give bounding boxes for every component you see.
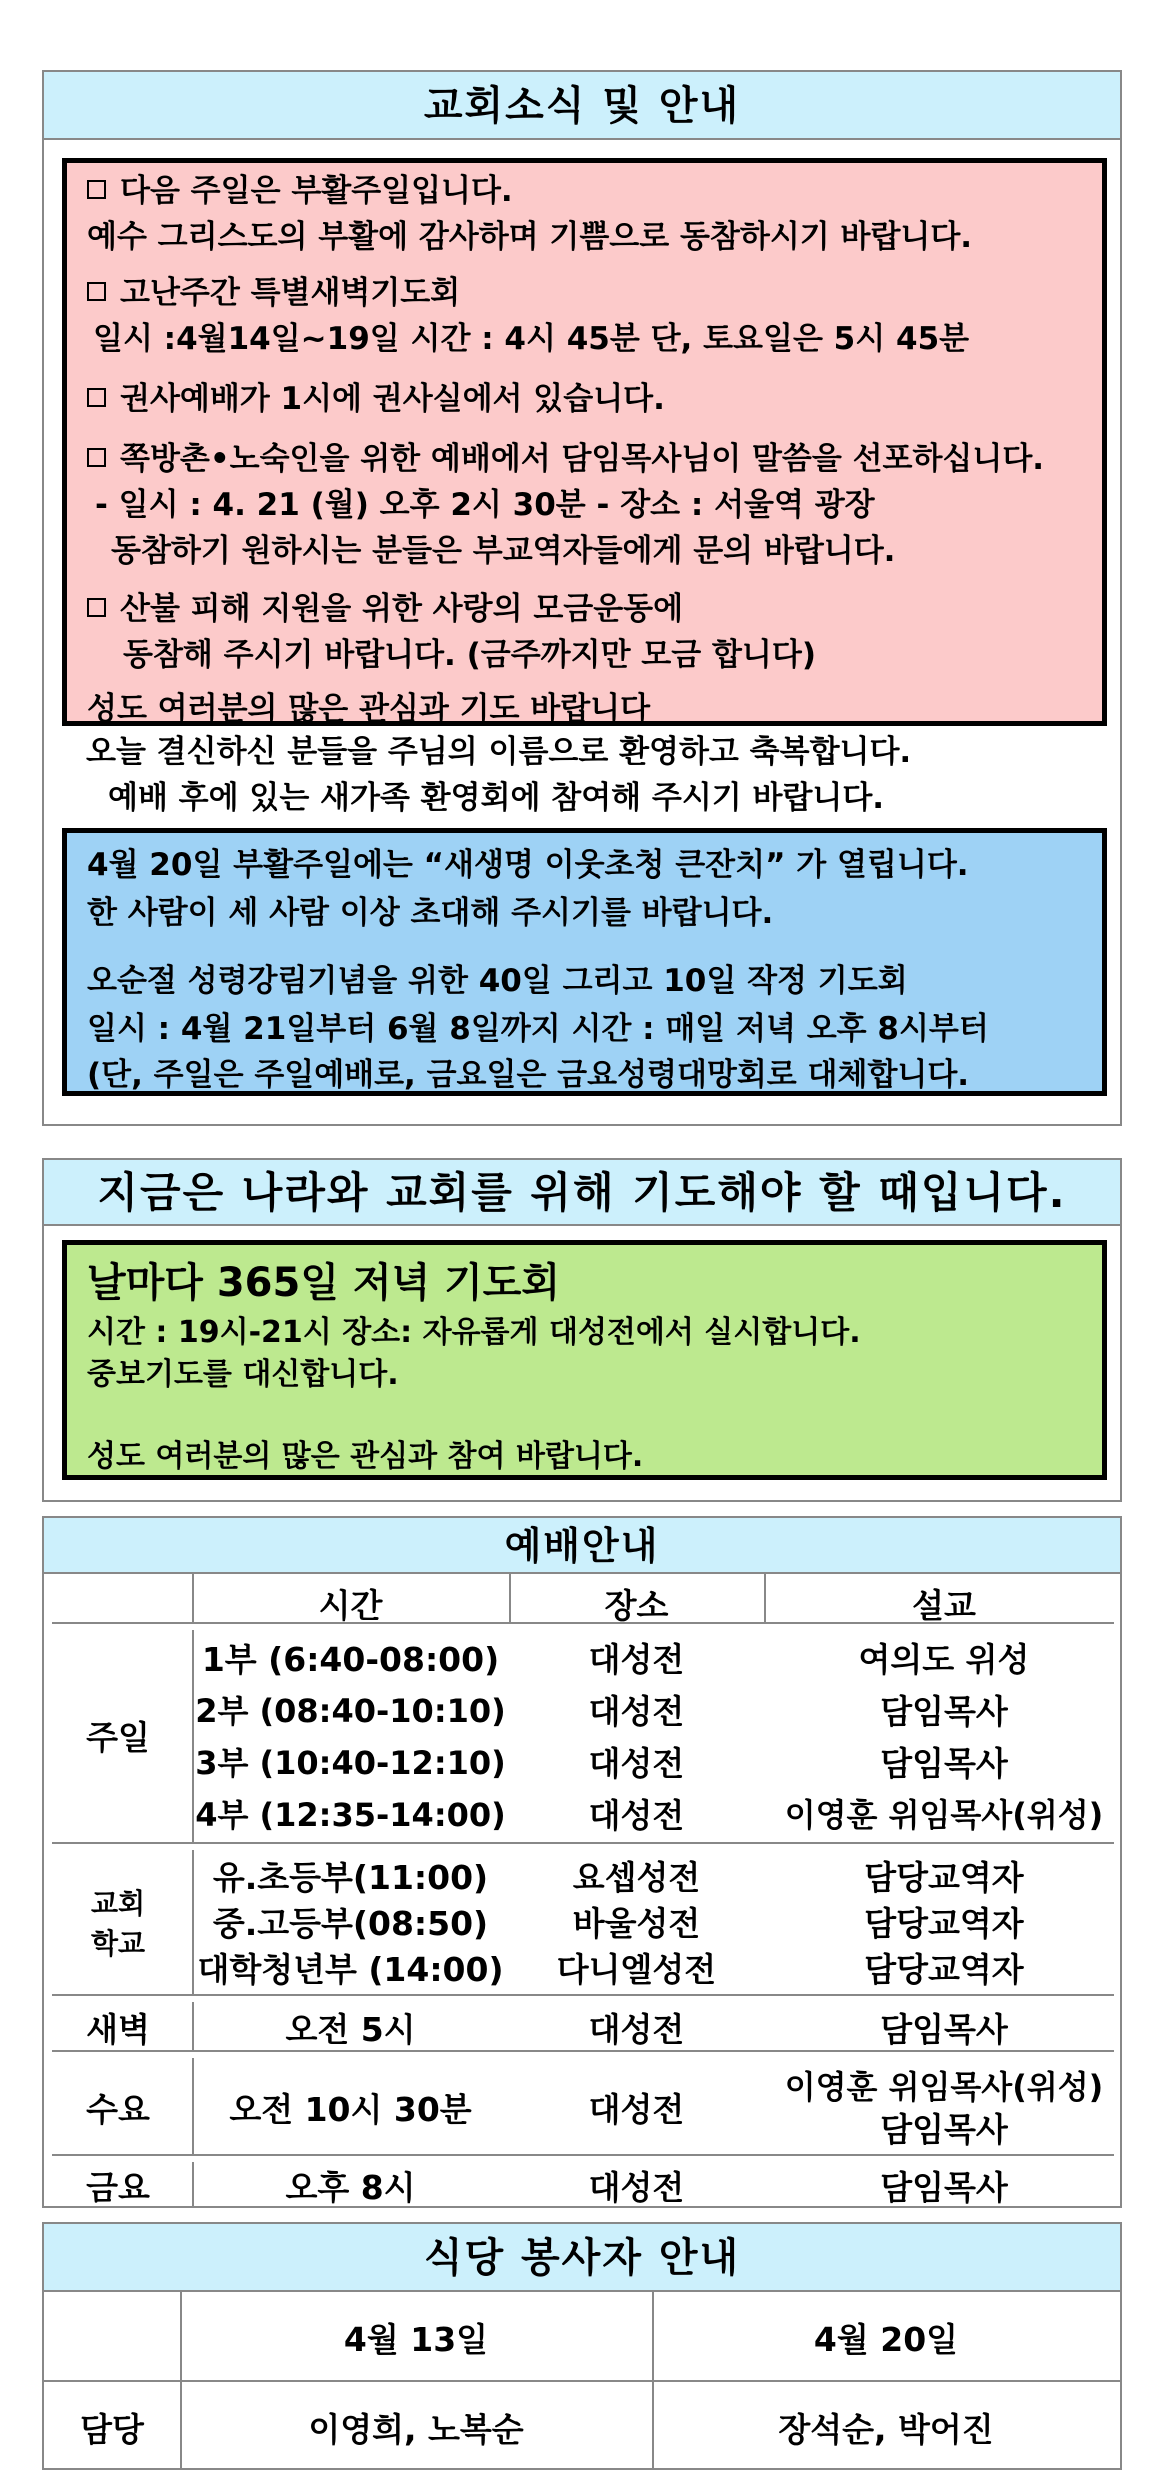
sunday-time: 3부 (10:40-12:10) [195, 1744, 506, 1782]
prayer-box [62, 1240, 1107, 1480]
col-header-place: 장소 [604, 1586, 669, 1625]
notice-text: - 일시 : 4. 21 (월) 오후 2시 30분 - 장소 : 서울역 광장 [95, 487, 875, 523]
checkbox-icon [87, 282, 106, 301]
cafeteria-section [42, 2222, 1122, 2470]
checkbox-icon [87, 598, 106, 617]
col-header-time: 시간 [318, 1586, 383, 1625]
dawn-place: 대성전 [588, 2010, 685, 2049]
sunday-time: 4부 (12:35-14:00) [195, 1796, 506, 1834]
notice-text: 4월 20일 부활주일에는 “새생명 이웃초청 큰잔치” 가 열립니다. [87, 847, 969, 883]
cafeteria-date: 4월 13일 [343, 2320, 489, 2359]
prayer-line: 시간 : 19시-21시 장소: 자유롭게 대성전에서 실시합니다. [87, 1315, 861, 1350]
notice-item [87, 165, 513, 210]
worship-section [42, 1516, 1122, 2208]
wednesday-place: 대성전 [588, 2090, 685, 2129]
notice-text: 쪽방촌•노숙인을 위한 예배에서 담임목사님이 말씀을 선포하십니다. [120, 441, 1045, 477]
notices-blue-box [62, 828, 1107, 1096]
sunday-time: 2부 (08:40-10:10) [195, 1692, 506, 1730]
divider [52, 2154, 1114, 2156]
group-label-school: 학교 [90, 1927, 146, 1960]
checkbox-icon [87, 388, 106, 407]
group-label-wednesday: 수요 [86, 2090, 150, 2129]
cafeteria-volunteers: 이영희, 노복순 [308, 2410, 524, 2449]
checkbox-icon [87, 448, 106, 467]
welcome-line: 예배 후에 있는 새가족 환영회에 참여해 주시기 바랍니다. [108, 780, 885, 816]
school-preacher: 담당교역자 [864, 1904, 1024, 1943]
wednesday-preacher: 이영훈 위임목사(위성) [784, 2068, 1104, 2106]
notice-item [87, 433, 1044, 478]
sunday-preacher: 이영훈 위임목사(위성) [784, 1796, 1104, 1834]
wednesday-time: 오전 10시 30분 [229, 2090, 472, 2129]
group-label-sunday: 주일 [86, 1718, 150, 1757]
cafeteria-date: 4월 20일 [813, 2320, 959, 2359]
notice-text: 동참해 주시기 바랍니다. (금주까지만 모금 합니다) [123, 637, 816, 673]
sunday-preacher: 여의도 위성 [858, 1640, 1030, 1679]
group-label-dawn: 새벽 [86, 2010, 150, 2049]
school-place: 바울성전 [572, 1904, 701, 1943]
divider [52, 1994, 1114, 1996]
notice-text: 산불 피해 지원을 위한 사랑의 모금운동에 [120, 591, 684, 627]
sunday-place: 대성전 [588, 1692, 685, 1731]
cafeteria-title: 식당 봉사자 안내 [44, 2224, 1120, 2292]
group-label-friday: 금요 [86, 2168, 150, 2207]
checkbox-icon [87, 180, 106, 199]
col-header-preacher: 설교 [912, 1586, 976, 1625]
notice-text: 권사예배가 1시에 권사실에서 있습니다. [120, 381, 665, 417]
friday-place: 대성전 [588, 2168, 685, 2207]
notice-text: 한 사람이 세 사람 이상 초대해 주시기를 바랍니다. [87, 895, 774, 931]
prayer-title: 지금은 나라와 교회를 위해 기도해야 할 때입니다. [44, 1160, 1120, 1226]
sunday-place: 대성전 [588, 1640, 685, 1679]
dawn-preacher: 담임목사 [880, 2010, 1008, 2049]
school-place: 다니엘성전 [556, 1950, 717, 1989]
sunday-place: 대성전 [588, 1796, 685, 1835]
school-place: 요셉성전 [572, 1858, 701, 1897]
group-label-school: 교회 [90, 1887, 146, 1920]
notices-pink-box [62, 158, 1107, 726]
notice-text: 다음 주일은 부활주일입니다. [120, 173, 513, 209]
friday-preacher: 담임목사 [880, 2168, 1008, 2207]
notice-text: 예수 그리스도의 부활에 감사하며 기쁨으로 동참하시기 바랍니다. [87, 219, 973, 255]
sunday-preacher: 담임목사 [880, 1744, 1008, 1783]
divider [52, 1842, 1114, 1844]
notices-section [42, 70, 1122, 1126]
school-preacher: 담당교역자 [864, 1950, 1024, 1989]
sunday-preacher: 담임목사 [880, 1692, 1008, 1731]
wednesday-preacher: 담임목사 [880, 2110, 1008, 2149]
notices-title: 교회소식 및 안내 [44, 72, 1120, 140]
sunday-time: 1부 (6:40-08:00) [201, 1640, 500, 1679]
notice-item [87, 267, 460, 312]
notice-text: 일시 :4월14일~19일 시간 : 4시 45분 단, 토요일은 5시 45분 [93, 321, 970, 357]
notice-text: 고난주간 특별새벽기도회 [120, 275, 461, 311]
worship-title: 예배안내 [44, 1518, 1120, 1574]
prayer-section [42, 1158, 1122, 1502]
school-preacher: 담당교역자 [864, 1858, 1024, 1897]
notice-text: 성도 여러분의 많은 관심과 기도 바랍니다 [87, 691, 651, 727]
notice-text: 일시 : 4월 21일부터 6월 8일까지 시간 : 매일 저녁 오후 8시부터 [87, 1011, 989, 1047]
sunday-place: 대성전 [588, 1744, 685, 1783]
prayer-line: 성도 여러분의 많은 관심과 참여 바랍니다. [87, 1439, 644, 1474]
divider [44, 2380, 1120, 2382]
prayer-line: 중보기도를 대신합니다. [87, 1357, 399, 1392]
notice-heading: 오순절 성령강림기념을 위한 40일 그리고 10일 작정 기도회 [87, 963, 908, 999]
notice-item [87, 373, 665, 418]
dawn-time: 오전 5시 [285, 2010, 416, 2049]
school-time: 유.초등부(11:00) [212, 1858, 489, 1897]
prayer-heading: 날마다 365일 저녁 기도회 [87, 1260, 561, 1306]
cafeteria-row-label: 담당 [80, 2410, 144, 2449]
welcome-line: 오늘 결신하신 분들을 주님의 이름으로 환영하고 축복합니다. [86, 734, 912, 770]
friday-time: 오후 8시 [285, 2168, 416, 2207]
notice-item [87, 583, 683, 628]
notice-text: 동참하기 원하시는 분들은 부교역자들에게 문의 바랍니다. [111, 533, 896, 569]
notice-text: (단, 주일은 주일예배로, 금요일은 금요성령대망회로 대체합니다. [87, 1057, 970, 1093]
school-time: 대학청년부 (14:00) [197, 1950, 504, 1989]
cafeteria-volunteers: 장석순, 박어진 [778, 2410, 994, 2449]
school-time: 중.고등부(08:50) [212, 1904, 489, 1943]
